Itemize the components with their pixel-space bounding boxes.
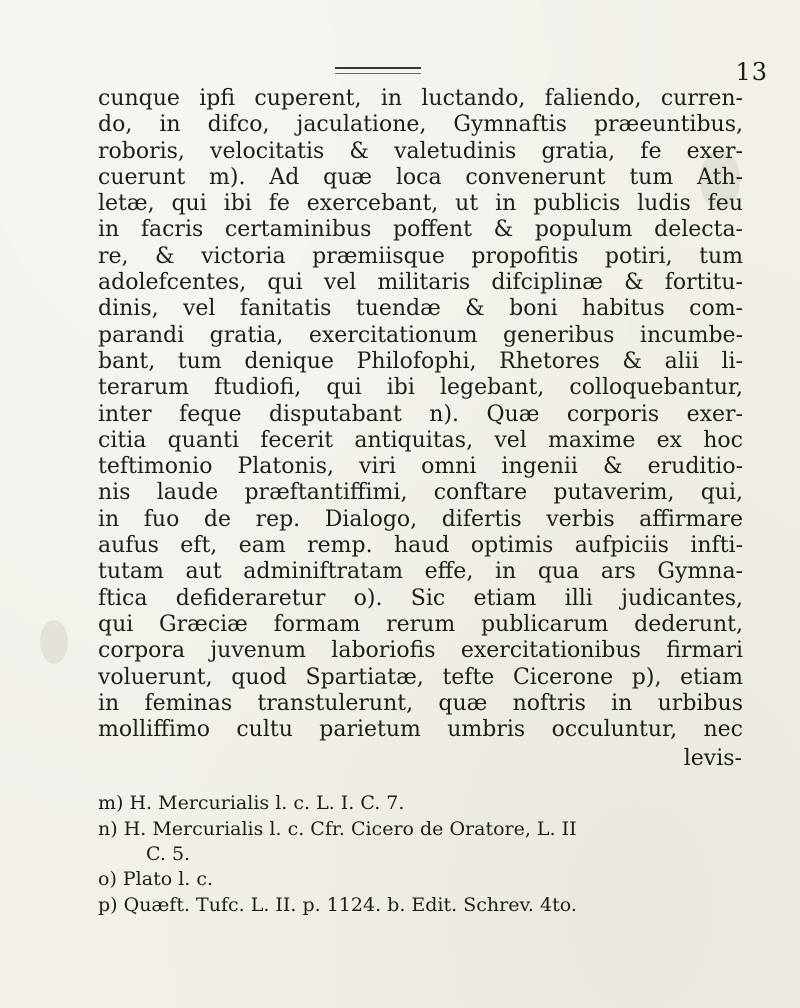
text-line: in facris certaminibus poffent & populum delecta- xyxy=(98,217,743,243)
text-line: in fuo de rep. Dialogo, difertis verbis affirmare xyxy=(98,506,743,532)
text-line: cuerunt m). Ad quæ loca convenerunt tum Ath- xyxy=(98,164,743,190)
catchword: levis- xyxy=(683,746,742,771)
text-line: letæ, qui ibi fe exercebant, ut in publicis ludis feu xyxy=(98,191,743,217)
footnote-m: m) H. Mercurialis l. c. L. I. C. 7. xyxy=(98,792,405,814)
text-line: qui Græciæ formam rerum publicarum dederunt, xyxy=(98,611,743,637)
text-line: nis laude præftantiffimi, conftare putaverim, qui, xyxy=(98,480,743,506)
text-line: citia quanti fecerit antiquitas, vel maxime ex hoc xyxy=(98,427,743,453)
text-line: do, in difco, jaculatione, Gymnaftis præeuntibus, xyxy=(98,112,743,138)
page-number: 13 xyxy=(735,58,768,86)
footnote-n-continuation: C. 5. xyxy=(146,843,191,865)
text-line: roboris, velocitatis & valetudinis gratia, fe exer- xyxy=(98,138,743,164)
text-line: corpora juvenum laboriofis exercitationibus firmari xyxy=(98,638,743,664)
text-line: teftimonio Platonis, viri omni ingenii & eruditio- xyxy=(98,454,743,480)
footnotes xyxy=(98,790,778,918)
text-line: tutam aut adminiftratam effe, in qua ars Gymna- xyxy=(98,559,743,585)
text-line: parandi gratia, exercitationum generibus incumbe- xyxy=(98,322,743,348)
text-line: cunque ipfi cuperent, in luctando, faliendo, curren- xyxy=(98,86,743,111)
text-line: molliffimo cultu parietum umbris occuluntur, nec xyxy=(98,717,743,743)
footnote-o: o) Plato l. c. xyxy=(98,868,214,890)
text-line: adolefcentes, qui vel militaris difciplinæ & fortitu- xyxy=(98,270,743,296)
paper-stain xyxy=(40,620,68,664)
text-line: re, & victoria præmiisque propofitis potiri, tum xyxy=(98,243,743,269)
text-line: bant, tum denique Philofophi, Rhetores & alii li- xyxy=(98,348,743,374)
text-line: voluerunt, quod Spartiatæ, tefte Cicerone p), etiam xyxy=(98,664,743,690)
main-text-block xyxy=(98,86,743,743)
footnote-p: p) Quæft. Tufc. L. II. p. 1124. b. Edit. Schrev. 4to. xyxy=(98,894,577,916)
text-line: dinis, vel fanitatis tuendæ & boni habitus com- xyxy=(98,296,743,322)
footnote-n: n) H. Mercurialis l. c. Cfr. Cicero de Oratore, L. II xyxy=(98,818,577,840)
text-line: ftica defideraretur o). Sic etiam illi judicantes, xyxy=(98,585,743,611)
text-line: terarum ftudiofi, qui ibi legebant, colloquebantur, xyxy=(98,375,743,401)
text-line: aufus eft, eam remp. haud optimis aufpiciis infti- xyxy=(98,533,743,559)
text-line: in feminas transtulerunt, quæ noftris in urbibus xyxy=(98,690,743,716)
header-rule xyxy=(335,67,421,69)
text-line: inter feque disputabant n). Quæ corporis exer- xyxy=(98,401,743,427)
header-rule-thin xyxy=(335,73,421,74)
